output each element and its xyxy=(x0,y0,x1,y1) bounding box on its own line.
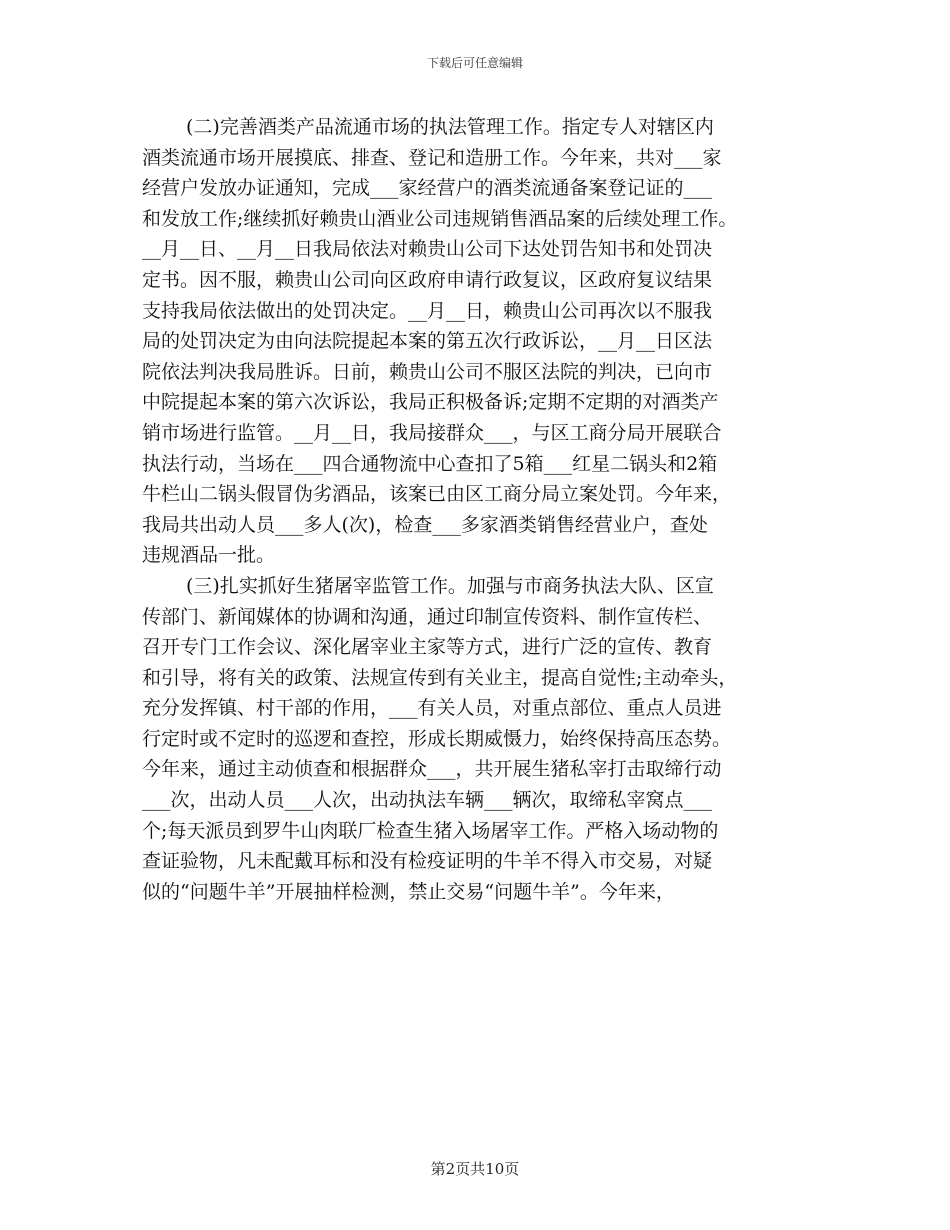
paragraph-line: 充分发挥镇、村干部的作用，___有关人员，对重点部位、重点人员进 xyxy=(142,697,722,720)
paragraph-line: 销市场进行监管。__月__日，我局接群众___，与区工商分局开展联合 xyxy=(142,421,722,444)
paragraph-line: 执法行动，当场在___四合通物流中心查扣了5箱___红星二锅头和2箱 xyxy=(142,452,718,475)
paragraph-line: 定书。因不服，赖贵山公司向区政府申请行政复议，区政府复议结果 xyxy=(142,268,713,291)
document-body xyxy=(142,112,814,907)
paragraph-line: 今年来，通过主动侦查和根据群众___，共开展生猪私宰打击取缔行动 xyxy=(142,758,722,781)
paragraph-line: 局的处罚决定为由向法院提起本案的第五次行政诉讼，__月__日区法 xyxy=(142,330,713,353)
paragraph-line: 经营户发放办证通知，完成___家经营户的酒类流通备案登记证的___ xyxy=(142,177,713,200)
paragraph-line: 个;每天派员到罗牛山肉联厂检查生猪入场屠宰工作。严格入场动物的 xyxy=(142,819,719,842)
paragraph-line: 院依法判决我局胜诉。日前，赖贵山公司不服区法院的判决，已向市 xyxy=(142,360,713,383)
paragraph-line: 我局共出动人员___多人(次)，检查___多家酒类销售经营业户，查处 xyxy=(142,513,708,536)
paragraph-line: 支持我局依法做出的处罚决定。__月__日，赖贵山公司再次以不服我 xyxy=(142,299,713,322)
paragraph-line: 查证验物，凡未配戴耳标和没有检疫证明的牛羊不得入市交易，对疑 xyxy=(142,850,713,873)
paragraph-line: __月__日、__月__日我局依法对赖贵山公司下达处罚告知书和处罚决 xyxy=(142,238,713,261)
paragraph-line: 违规酒品一批。 xyxy=(142,544,276,567)
paragraph-line: 似的“问题牛羊”开展抽样检测，禁止交易“问题牛羊”。今年来， xyxy=(142,880,675,903)
paragraph-line: (三)扎实抓好生猪屠宰监管工作。加强与市商务执法大队、区宣 xyxy=(186,574,714,597)
paragraph-line: ___次，出动人员___人次，出动执法车辆___辆次，取缔私宰窝点___ xyxy=(142,789,713,812)
paragraph-line: 传部门、新闻媒体的协调和沟通，通过印制宣传资料、制作宣传栏、 xyxy=(142,605,713,628)
paragraph-line: 牛栏山二锅头假冒伪劣酒品，该案已由区工商分局立案处罚。今年来， xyxy=(142,483,732,506)
page-number: 第2页共10页 xyxy=(430,1160,520,1178)
paragraph-line: (二)完善酒类产品流通市场的执法管理工作。指定专人对辖区内 xyxy=(186,116,714,138)
paragraph-line: 行定时或不定时的巡逻和查控，形成长期威慑力，始终保持高压态势。 xyxy=(142,727,732,750)
paragraph-line: 和发放工作;继续抓好赖贵山酒业公司违规销售酒品案的后续处理工作。 xyxy=(142,207,738,230)
paragraph-line: 和引导，将有关的政策、法规宣传到有关业主，提高自觉性;主动牵头， xyxy=(142,666,738,689)
paragraph-line: 酒类流通市场开展摸底、排查、登记和造册工作。今年来，共对___家 xyxy=(142,146,722,169)
paragraph-line: 召开专门工作会议、深化屠宰业主家等方式，进行广泛的宣传、教育 xyxy=(142,636,713,659)
paragraph-line: 中院提起本案的第六次诉讼，我局正积极备诉;定期不定期的对酒类产 xyxy=(142,391,719,414)
page-header: 下载后可任意编辑 xyxy=(426,56,523,70)
